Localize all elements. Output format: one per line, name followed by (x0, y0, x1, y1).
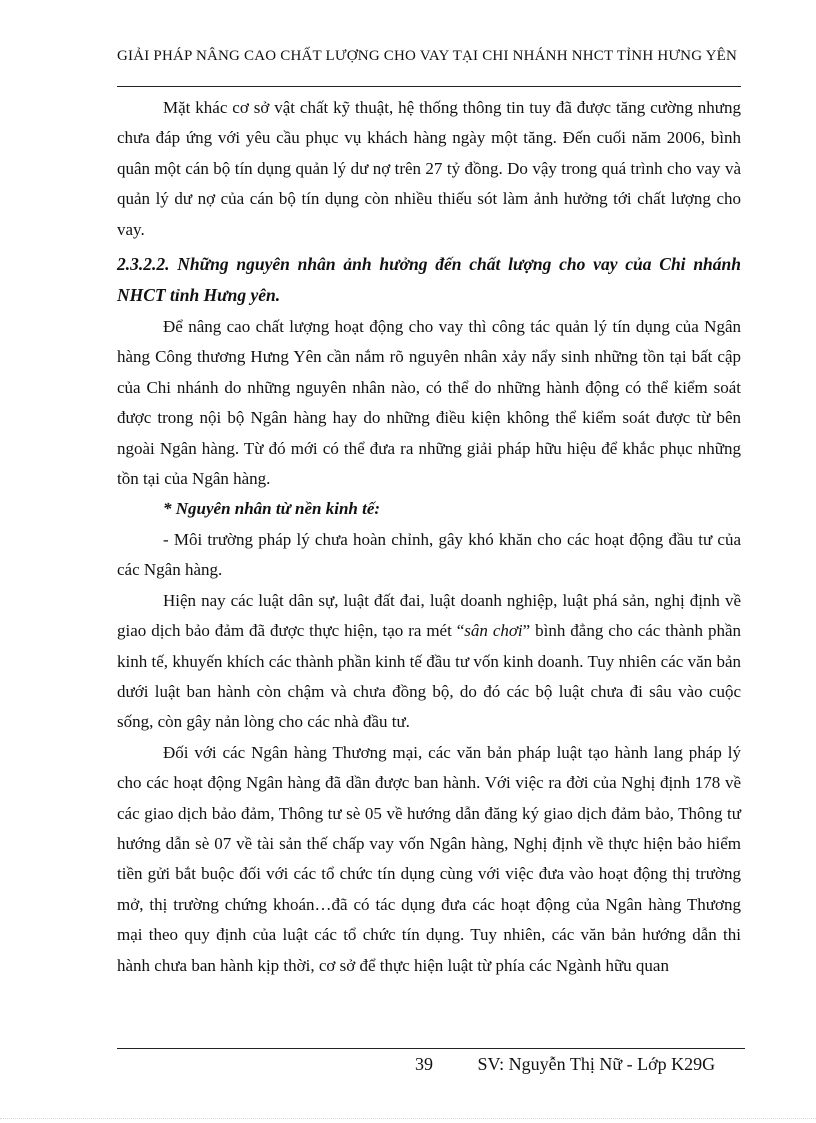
footer-divider (117, 1048, 745, 1049)
laws-text-start: Hiện nay các luật dân sự, luật đất đai, luật doanh nghiệp, luật phá sản, nghị định về giao dịch bảo đảm đã được thực hiện, tạo ra mét “ (117, 590, 741, 641)
paragraph-infrastructure: Mặt khác cơ sở vật chất kỹ thuật, hệ thống thông tin tuy đã được tăng cường nhưng chưa đáp ứng với yêu cầu phục vụ khách hàng ngày một tăng. Đến cuối năm 2006, bình quân một cán bộ tín dụng quản lý dư nợ trên 27 tỷ đồng. Do vậy trong quá trình cho vay và quản lý dư nợ của cán bộ tín dụng còn nhiều thiếu sót làm ảnh hưởng tới chất lượng cho vay. (117, 98, 741, 239)
header-title: GIẢI PHÁP NÂNG CAO CHẤT LƯỢNG CHO VAY TẠI CHI NHÁNH NHCT TỈNH HƯNG YÊN (117, 48, 738, 64)
paragraph-laws (117, 586, 741, 738)
paragraph-commercial-banks: Đối với các Ngân hàng Thương mại, các văn bản pháp luật tạo hành lang pháp lý cho các hoạt động Ngân hàng đã dần được ban hành. Với việc ra đời của Nghị định 178 về các giao dịch bảo đảm, Thông tư sè 05 về hướng dẫn đăng ký giao dịch đảm bảo, Thông tư hướng dẫn sè 07 về tài sản thế chấp vay vốn Ngân hàng, Nghị định về thực hiện bảo hiểm tiền gửi bắt buộc đối với các tổ chức tín dụng cùng với việc đưa vào hoạt động thị trường mở, thị trường chứng khoán…đã có tác dụng đưa các hoạt động của Ngân hàng Thương mại theo quy định của luật các tổ chức tín dụng. Tuy nhiên, các văn bản hướng dẫn thi hành chưa ban hành kịp thời, cơ sở để thực hiện luật từ phía các Ngành hữu quan (117, 742, 741, 975)
subsection-heading: * Nguyên nhân từ nền kinh tế: (163, 499, 381, 519)
quoted-term: sân chơi (464, 621, 523, 641)
section-heading: 2.3.2.2. Những nguyên nhân ảnh hưởng đến chất lượng cho vay của Chi nhánh NHCT tỉnh Hưng yên. (117, 254, 741, 305)
page-number: 39 (415, 1054, 433, 1074)
page-header (117, 48, 741, 65)
document-body (117, 93, 741, 981)
header-divider (117, 86, 741, 87)
page-edge-line (0, 1118, 816, 1119)
paragraph-causes-intro: Để nâng cao chất lượng hoạt động cho vay thì công tác quản lý tín dụng của Ngân hàng Công thương Hưng Yên cần nắm rõ nguyên nhân xảy nẩy sinh những tồn tại bất cập của Chi nhánh do những nguyên nhân nào, có thể do những hành động có thể kiểm soát được trong nội bộ Ngân hàng hay do những điều kiện không thể kiểm soát được từ bên ngoài Ngân hàng. Từ đó mới có thể đưa ra những giải pháp hữu hiệu để khắc phục những tồn tại của Ngân hàng. (117, 317, 741, 489)
page-footer (415, 1052, 715, 1076)
paragraph-legal-environment: - Môi trường pháp lý chưa hoàn chỉnh, gây khó khăn cho các hoạt động đầu tư của các Ngân hàng. (117, 529, 741, 580)
footer-author: SV: Nguyễn Thị Nữ - Lớp K29G (477, 1054, 716, 1074)
laws-text-end: ” bình đẳng cho các thành phần kinh tế, khuyến khích các thành phần kinh tế đầu tư vốn kinh doanh. Tuy nhiên các văn bản dưới luật ban hành còn chậm và chưa đồng bộ, do đó các bộ luật chưa đi sâu vào cuộc sống, còn gây nản lòng cho các nhà đầu tư. (117, 621, 741, 732)
